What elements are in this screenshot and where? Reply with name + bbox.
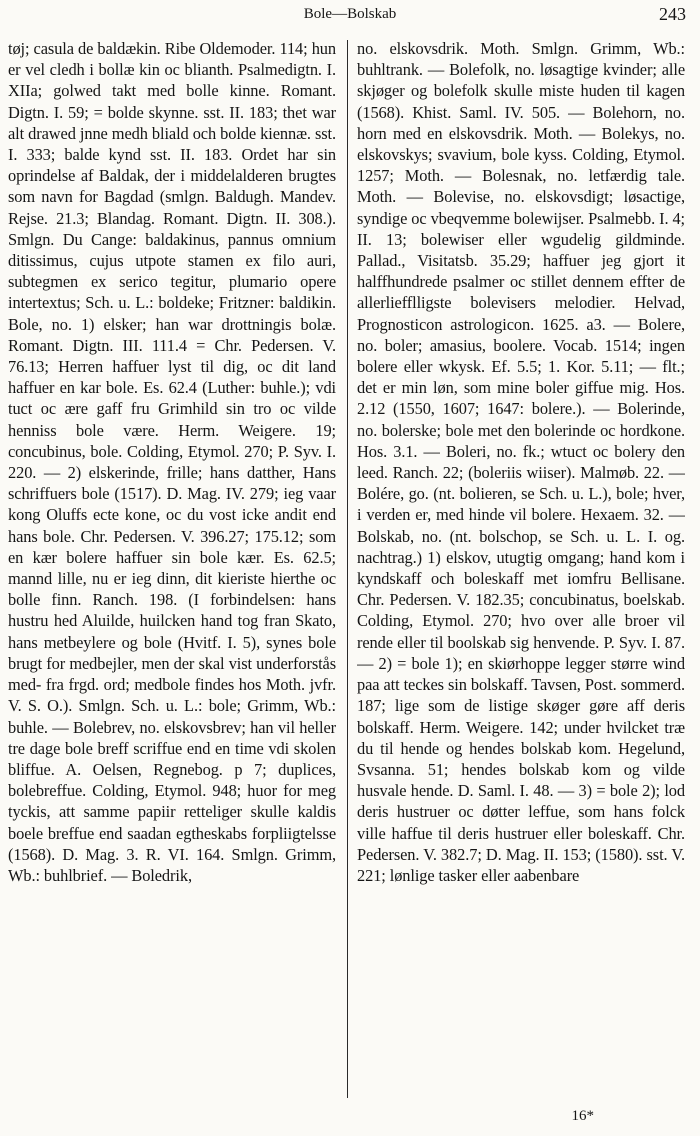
left-column-text: tøj; casula de baldækin. Ribe Oldemoder. 114; hun er vel cledh i bollæ kin oc blianth. Psalmedigtn. I. XIIa; golwed takt med bolle kinne. Romant. Digtn. I. 59; = bolde skynne. sst. II. 183; thet war alt drawed jnne medh bliald och bolde kiennæ. sst. I. 333; balde kynd sst. II. 183. Ordet har sin oprindelse af Baldak, der i middelalderen brugtes som navn for Bagdad (smlgn. Baldugh. Mandev. Rejse. 21.3; Blandag. Romant. Digtn. II. 308.). Smlgn. Du Cange: baldakinus, pannus omnium ditissimus, cujus utpote stamen ex filo auri, subtegmen ex serico tegitur, plumario opere intertextus; Sch. u. L.: boldeke; Fritzner: baldikin. Bole, no. 1) elsker; han war drottningis bolæ. Romant. Digtn. III. 111.4 = Chr. Pedersen. V. 76.13; Herren haffuer lyst til dig, oc dit land haffuer en kar bole. Es. 62.4 (Luther: buhle.); vdi tuct oc ære gaff fru Grimhild sin tro oc vilde henniss bole være. Herm. Weigere. 19; concubinus, bole. Colding, Etymol. 270; P. Syv. I. 220. — 2) elskerinde, frille; hans datther, Hans schriffuers bole (1517). D. Mag. IV. 279; ieg vaar kong Oluffs ecte kone, oc du vost icke andit end hans bole. Chr. Pedersen. V. 396.27; 175.12; som en kær bolere haffuer sin bole kær. Es. 62.5; mannd lille, nu er ieg dinn, dit kieriste hierthe oc bolle finn. Ranch. 198. (I forbindelsen: hans hustru hed Aluilde, huilcken hand tog fran Skato, hans metbeylere og bole (Hvitf. I. 5), synes bole brugt for medbejler, men der skal vist underforstås med- fra frgd. ord; medbole findes hos Moth. jvfr. V. S. O.). Smlgn. Sch. u. L.: bole; Grimm, Wb.: buhle. — Bolebrev, no. elskovsbrev; han vil heller tre dage bole breff scriffue end en time vdi skolen bliffue. A. Oelsen, Regnebog. p 7; duplices, bolebreffue. Colding, Etymol. 948; huor for meg tyckis, att samme papiir retteliger skulle kaldis boele breffue end saadan egtheskabs forpliigtelsse (1568). D. Mag. 3. R. VI. 164. Smlgn. Grimm, Wb.: buhlbrief. — Boledrik, xyxy=(8,39,336,885)
printer-signature: 16* xyxy=(571,1108,594,1124)
page-header xyxy=(0,0,700,34)
right-column-text: no. elskovsdrik. Moth. Smlgn. Grimm, Wb.: buhltrank. — Bolefolk, no. løsagtige kvinder; alle skjøger og bolefolk skulle miste huden til kagen (1568). Khist. Saml. IV. 505. — Bolehorn, no. horn med en elskovsdrik. Moth. — Bolekys, no. elskovskys; svavium, bole kyss. Colding, Etymol. 1257; Moth. — Bolesnak, no. letfærdig tale. Moth. — Bolevise, no. elskovsdigt; løsactige, syndige oc vbeqvemme bolewijser. Psalmebb. I. 4; II. 13; bolewiser eller wgudelig gildminde. Pallad., Visitatsb. 35.29; haffuer jeg gjort it halffhundrede psalmer oc stillet dennem effter de allerliefflligste bolevisers melodier. Helvad, Prognosticon astrologicon. 1625. a3. — Bolere, no. boler; amasius, boolere. Vocab. 1514; ingen bolere eller wkysk. Ef. 5.5; 1. Kor. 5.11; — flt.; det er min løn, som mine boler giffue mig. Hos. 2.12 (1550, 1607; 1647: bolere.). — Bolerinde, no. bolerske; bole met den bolerinde oc hordkone. Hos. 3.1. — Boleri, no. fk.; wtuct oc bolery den leed. Ranch. 22; (boleriis wiiser). Malmøb. 22. — Bolére, go. (nt. bolieren, se Sch. u. L.), bole; hver, i verden er, med hinde vil bolere. Hexaem. 32. — Bolskab, no. (nt. bolschop, se Sch. u. L. I. og. nachtrag.) 1) elskov, utugtig omgang; hand kom i kyndskaff och boleskaff met iomfru Bellisane. Chr. Pedersen. V. 182.35; concubinatus, boelskab. Colding, Etymol. 270; hvo over alle broer vil rende eller til boolskab sig henvende. P. Syv. I. 87. — 2) = bole 1); en skiørhoppe legger større wind paa att teckes sin bolskaff. Tavsen, Post. sommerd. 187; lige som de listige skøger gøre aff deris bolskaff. Herm. Weigere. 142; under hvilcket træ du til hende og hendes bolskab kom. Hegelund, Svsanna. 51; hendes bolskab kom og vilde husvale hende. D. Saml. I. 48. — 3) = bole 2); lod deris hustruer oc døtter leffue, som hans folck ville haffue til deris hustruer eller boleskaff. Chr. Pedersen. V. 382.7; D. Mag. II. 153; (1580). sst. V. 221; lønlige tasker eller aabenbare xyxy=(357,39,685,885)
running-title: Bole—Bolskab xyxy=(303,6,397,22)
left-column xyxy=(8,38,336,1100)
page-number: 243 xyxy=(659,4,686,24)
right-column xyxy=(357,38,685,1100)
column-divider xyxy=(347,40,348,1098)
